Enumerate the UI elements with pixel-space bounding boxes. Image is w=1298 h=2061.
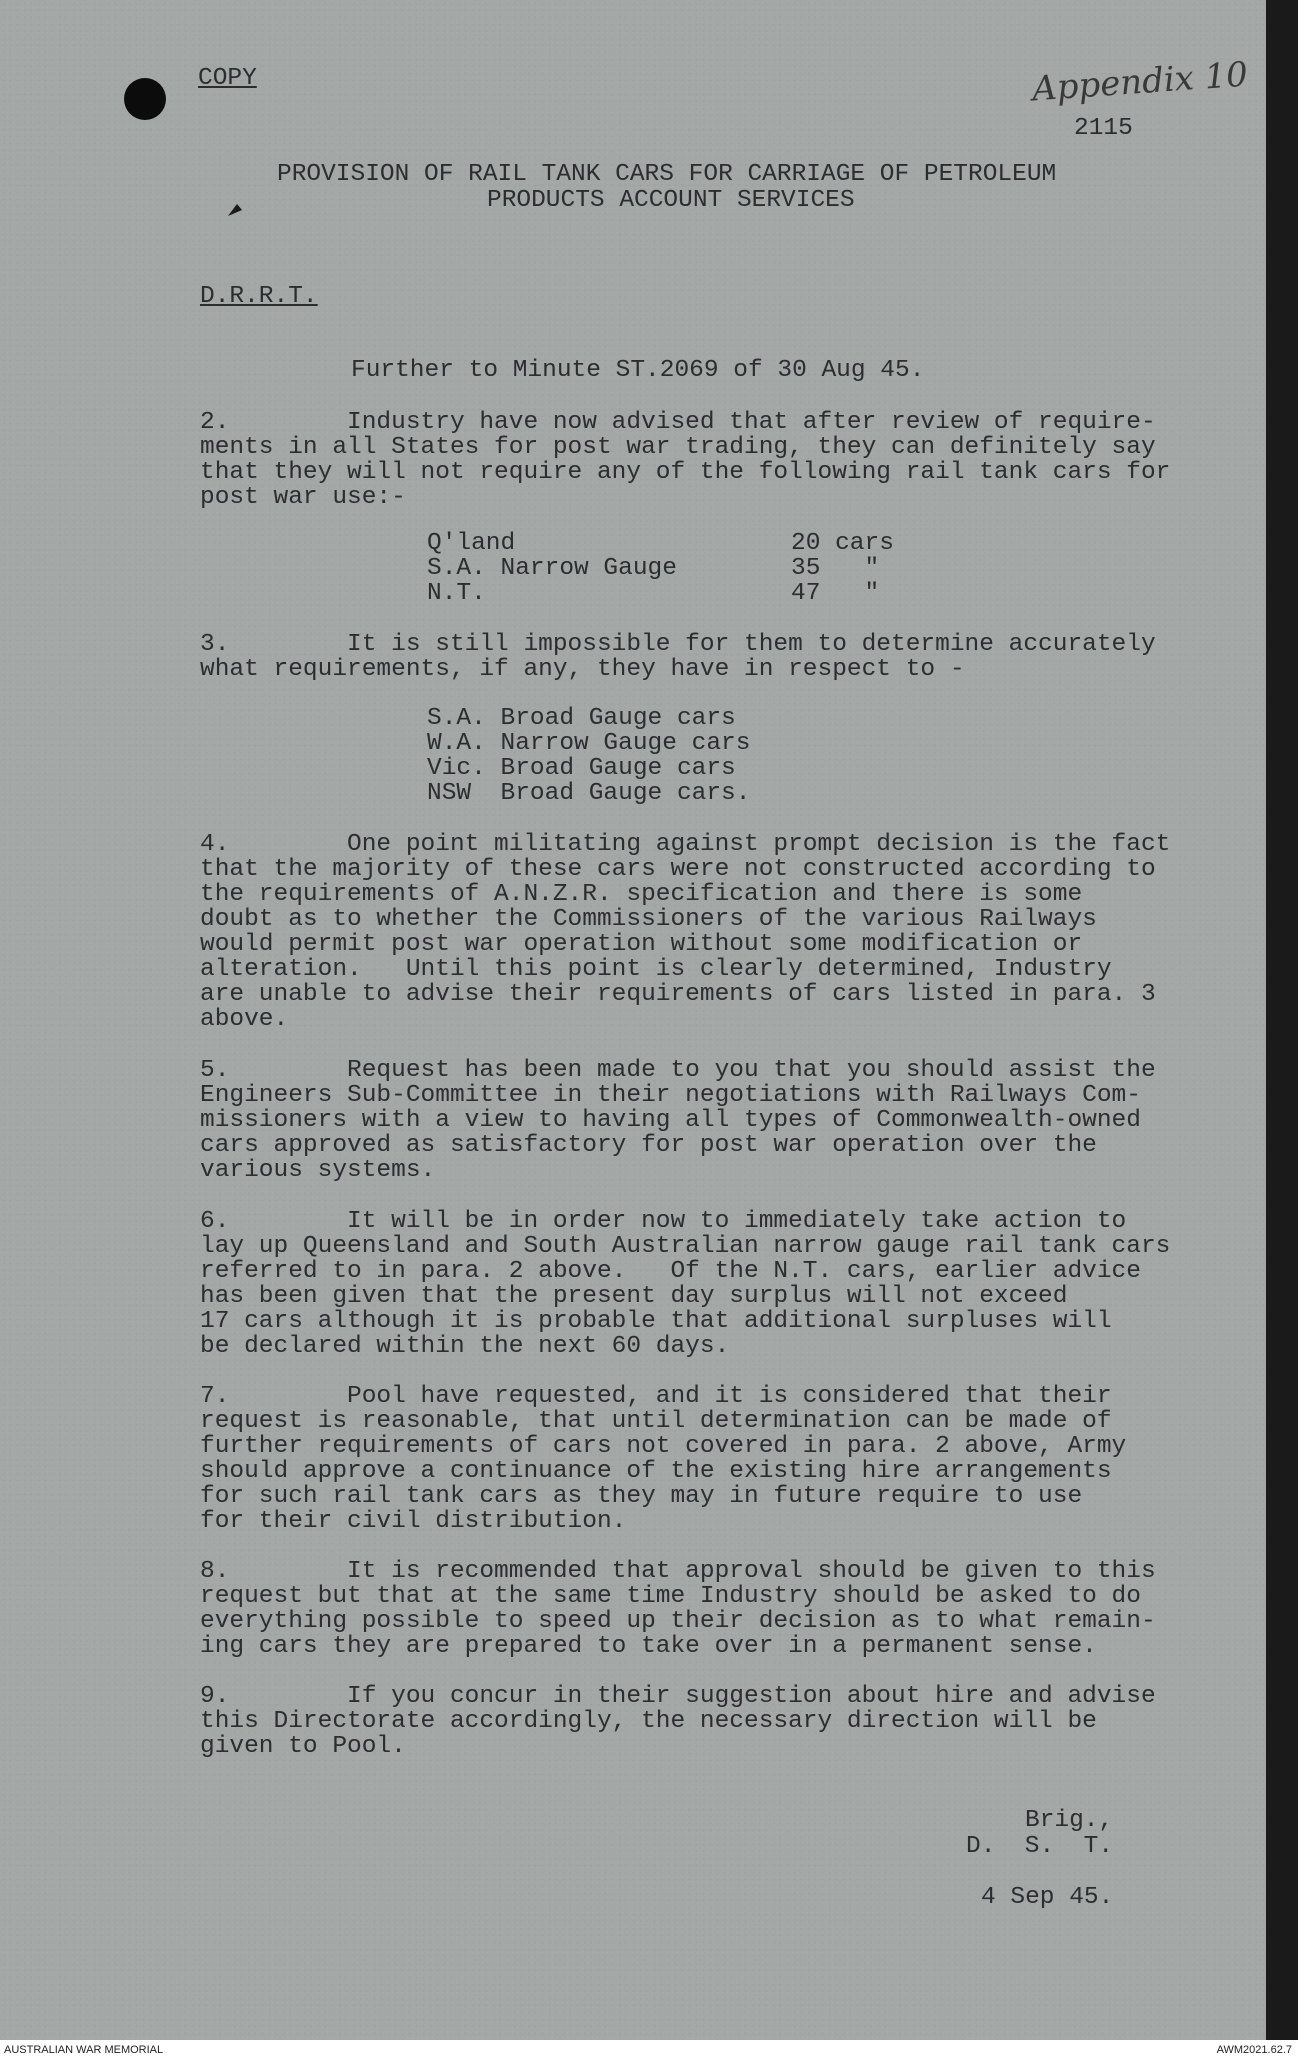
intro-line: Further to Minute ST.2069 of 30 Aug 45. bbox=[351, 357, 925, 384]
cars-state: N.T. bbox=[427, 580, 486, 607]
list-item: S.A. Broad Gauge cars bbox=[427, 705, 736, 732]
handwritten-note: Appendix 10 bbox=[1030, 54, 1250, 110]
list-item: W.A. Narrow Gauge cars bbox=[427, 730, 751, 757]
copy-label: COPY bbox=[198, 65, 257, 92]
cars-state: S.A. Narrow Gauge bbox=[427, 555, 677, 582]
document-date: 4 Sep 45. bbox=[981, 1884, 1114, 1911]
archive-reference: AWM2021.62.7 bbox=[1216, 2044, 1292, 2056]
cars-count: 35 " bbox=[791, 555, 880, 582]
title-line-1: PROVISION OF RAIL TANK CARS FOR CARRIAGE OF PETROLEUM bbox=[277, 161, 1057, 188]
cars-count: 20 cars bbox=[791, 530, 894, 557]
signature-rank: Brig., bbox=[1025, 1807, 1114, 1834]
archive-footer bbox=[0, 2040, 1298, 2061]
addressee: D.R.R.T. bbox=[200, 283, 318, 310]
list-item: Vic. Broad Gauge cars bbox=[427, 755, 736, 782]
cars-state: Q'land bbox=[427, 530, 516, 557]
cars-count: 47 " bbox=[791, 580, 880, 607]
document-page: COPY Appendix 10 2115 PROVISION OF RAIL TANK CARS FOR CARRIAGE OF PETROLEUM PRODUCTS ACCOUNT SERVICES D.R.R.T. Further to Minute ST.2069 of 30 Aug 45. 2. Industry have now advised that after review of require- ments in all States for post war trading, they can definitely say that they will not require any of the following rail tank cars for post war use:- Q'land 20 cars S.A. Narrow Gauge 35 " N.T. 47 " 3. It is still impossible for them to determine accurately what requirements, if any, they have in respect to - S.A. Broad Gauge cars W.A. Narrow Gauge cars Vic. Broad Gauge cars NSW Broad Gauge cars. 4. One point militating against prompt decision is the fact that the majority of these cars were not constructed according to the requirements of A.N.Z.R. specification and there is some doubt as to whether the Commissioners of the various Railways would permit post war operation without some modification or alteration. Until this point is clearly determined, Industry are unable to advise their requirements of cars listed in para. 3 above. 5. Request has been made to you that you should assist the Engineers Sub-Committee in their negotiations with Railways Com- missioners with a view to having all types of Commonwealth-owned cars approved as satisfactory for post war operation over the various systems. 6. It will be in order now to immediately take action to lay up Queensland and South Australian narrow gauge rail tank cars referred to in para. 2 above. Of the N.T. cars, earlier advice has been given that the present day surplus will not exceed 17 cars although it is probable that additional surpluses will be declared within the next 60 days. 7. Pool have requested, and it is considered that their request is reasonable, that until determination can be made of further requirements of cars not covered in para. 2 above, Army should approve a continuance of the existing hire arrangements for such rail tank cars as they may in future require to use for their civil distribution. 8. It is recommended that approval should be given to this request but that at the same time Industry should be asked to do everything possible to speed up their decision as to what remain- ing cars they are prepared to take over in a permanent sense. 9. If you concur in their suggestion about hire and advise this Directorate accordingly, the necessary direction will be given to Pool. Brig., D. S. T. 4 Sep 45. bbox=[0, 0, 1266, 2040]
document-number: 2115 bbox=[1074, 115, 1133, 142]
punch-hole bbox=[124, 78, 166, 120]
signature-office: D. S. T. bbox=[966, 1833, 1114, 1860]
archive-name: AUSTRALIAN WAR MEMORIAL bbox=[4, 2044, 164, 2056]
pencil-mark-icon bbox=[224, 196, 250, 222]
title-line-2: PRODUCTS ACCOUNT SERVICES bbox=[487, 187, 855, 214]
list-item: NSW Broad Gauge cars. bbox=[427, 780, 751, 807]
